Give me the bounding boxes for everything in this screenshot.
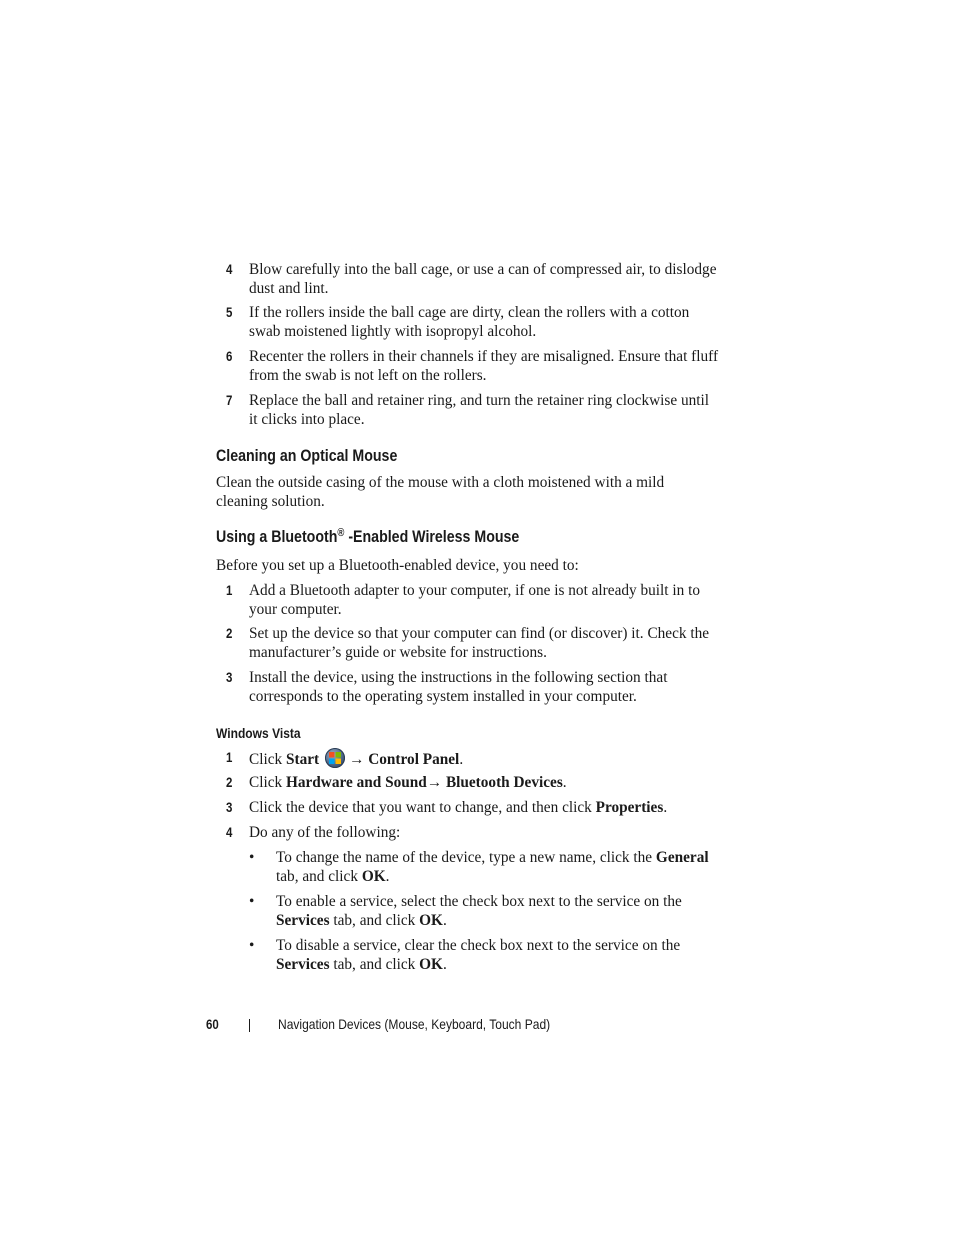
footer-chapter-title: Navigation Devices (Mouse, Keyboard, Touch Pad) bbox=[278, 1016, 551, 1032]
section-heading-optical: Cleaning an Optical Mouse bbox=[216, 447, 398, 465]
bullet-icon: • bbox=[249, 937, 255, 954]
subsection-heading-vista: Windows Vista bbox=[216, 725, 301, 741]
registered-mark: ® bbox=[337, 527, 345, 539]
bullet-text bbox=[276, 936, 720, 974]
bluetooth-intro: Before you set up a Bluetooth-enabled device, you need to: bbox=[216, 557, 579, 574]
text-run: . bbox=[442, 912, 447, 929]
step-text: Recenter the rollers in their channels if they are misaligned. Ensure that fluff from the swab is not left on the rollers. bbox=[249, 348, 719, 384]
ui-term-bluetooth-devices: Bluetooth Devices bbox=[445, 774, 563, 791]
step-number: 4 bbox=[226, 261, 233, 277]
step-text: Blow carefully into the ball cage, or use a can of compressed air, to dislodge dust and lint. bbox=[249, 261, 717, 297]
text-run: tab, and click bbox=[329, 956, 420, 973]
step-text bbox=[249, 748, 719, 769]
step-number: 4 bbox=[226, 824, 233, 840]
text-run: Click bbox=[249, 774, 286, 791]
bullet-icon: • bbox=[249, 893, 255, 910]
footer-divider bbox=[249, 1019, 250, 1032]
step-number: 2 bbox=[226, 774, 233, 790]
ui-term-general: General bbox=[655, 849, 709, 866]
text-run: . bbox=[385, 868, 390, 885]
step-text: Install the device, using the instructions in the following section that corresponds to the operating system installed in your computer. bbox=[249, 669, 668, 705]
step-text: Set up the device so that your computer can find (or discover) it. Check the manufacturer’s guide or website for instructions. bbox=[249, 625, 710, 661]
step-number: 3 bbox=[226, 669, 233, 685]
ui-term-ok: OK bbox=[361, 868, 386, 885]
text-run: To change the name of the device, type a new name, click the bbox=[276, 849, 656, 866]
arrow-icon: → bbox=[349, 751, 369, 768]
text-run: tab, and click bbox=[276, 868, 362, 885]
section-heading-bluetooth bbox=[216, 527, 519, 547]
step-number: 1 bbox=[226, 582, 233, 598]
text-run: tab, and click bbox=[329, 912, 420, 929]
step-number: 1 bbox=[226, 749, 233, 765]
ui-term-services: Services bbox=[276, 912, 330, 929]
text-run: Click the device that you want to change, and then click bbox=[249, 799, 596, 816]
text-run: To enable a service, select the check box next to the service on the bbox=[276, 893, 682, 910]
heading-text: -Enabled Wireless Mouse bbox=[344, 528, 520, 546]
ui-term-start: Start bbox=[285, 751, 320, 768]
step-text bbox=[249, 798, 719, 817]
arrow-icon: → bbox=[426, 774, 446, 791]
text-run: To disable a service, clear the check box next to the service on the bbox=[276, 937, 681, 954]
bullet-icon: • bbox=[249, 849, 255, 866]
ui-term-services: Services bbox=[276, 956, 330, 973]
page-number: 60 bbox=[206, 1016, 219, 1032]
step-text bbox=[249, 773, 719, 792]
text-run: . bbox=[562, 774, 567, 791]
windows-start-icon bbox=[325, 748, 345, 768]
step-number: 6 bbox=[226, 348, 233, 364]
ui-term-control-panel: Control Panel bbox=[368, 751, 460, 768]
step-text: Replace the ball and retainer ring, and turn the retainer ring clockwise until it clicks into place. bbox=[249, 392, 710, 428]
text-run: Click bbox=[249, 751, 286, 768]
ui-term-properties: Properties bbox=[595, 799, 664, 816]
step-number: 5 bbox=[226, 304, 233, 320]
step-number: 2 bbox=[226, 625, 233, 641]
step-text: Do any of the following: bbox=[249, 824, 401, 841]
bullet-text bbox=[276, 892, 720, 930]
text-run: . bbox=[459, 751, 464, 768]
text-run: . bbox=[663, 799, 668, 816]
heading-text: Using a Bluetooth bbox=[216, 528, 338, 546]
ui-term-ok: OK bbox=[419, 912, 443, 929]
step-text: Add a Bluetooth adapter to your computer, if one is not already built in to your computer. bbox=[249, 582, 700, 618]
step-text: If the rollers inside the ball cage are dirty, clean the rollers with a cotton swab moistened lightly with isopropyl alcohol. bbox=[249, 304, 690, 340]
optical-body: Clean the outside casing of the mouse with a cloth moistened with a mild cleaning solution. bbox=[216, 474, 665, 510]
step-number: 7 bbox=[226, 392, 233, 408]
ui-term-hardware-sound: Hardware and Sound bbox=[285, 774, 427, 791]
step-number: 3 bbox=[226, 799, 233, 815]
ui-term-ok: OK bbox=[419, 956, 443, 973]
text-run: . bbox=[442, 956, 447, 973]
bullet-text bbox=[276, 848, 720, 886]
